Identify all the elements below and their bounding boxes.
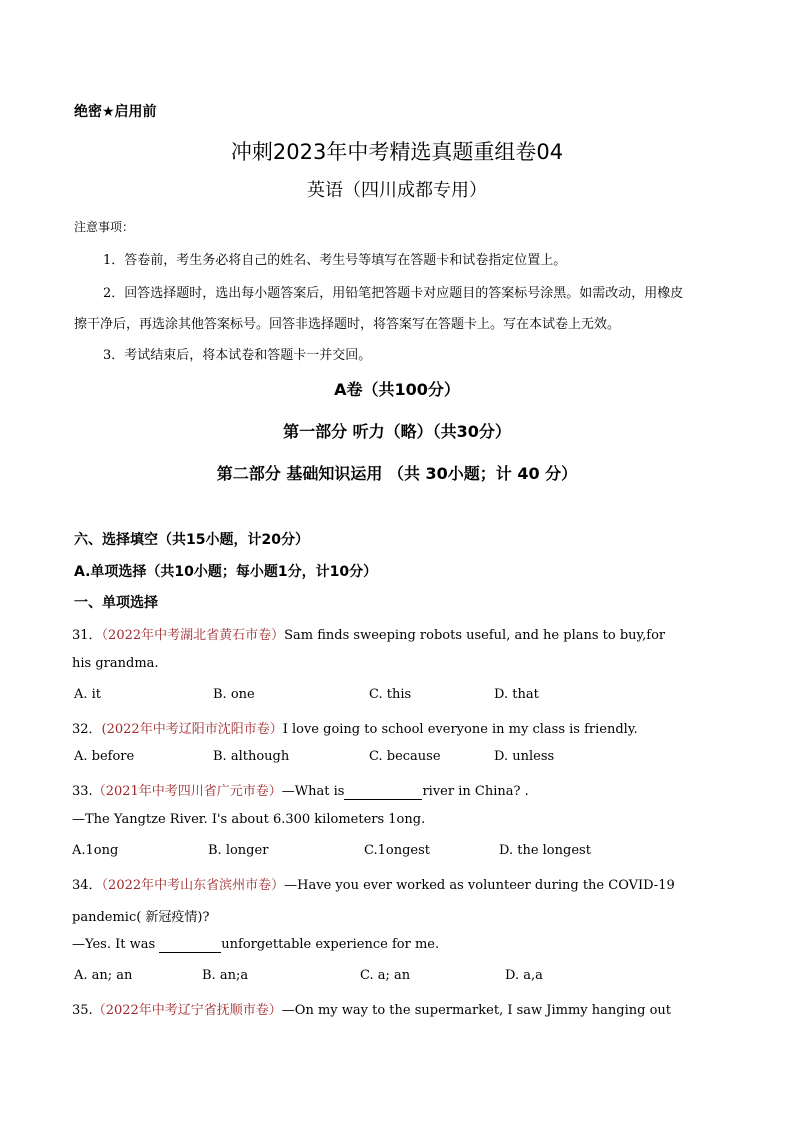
- question-35: [72, 999, 671, 1018]
- question-32: [72, 718, 638, 737]
- option-d: D. the longest: [499, 843, 591, 858]
- option-a: A. it: [74, 687, 102, 702]
- reply-text: —Yes. It was: [72, 937, 160, 952]
- question-text: —What is: [281, 784, 345, 799]
- option-b: B. an;a: [202, 968, 249, 983]
- option-b: B. longer: [208, 843, 269, 858]
- question-text-end: river in China? .: [422, 784, 529, 799]
- page-title: 冲刺2023年中考精选真题重组卷04: [230, 140, 564, 164]
- question-number: 34．: [72, 878, 102, 893]
- option-d: D. that: [494, 687, 539, 702]
- option-c: C. because: [369, 749, 441, 764]
- part-one-heading: 第一部分 听力（略）（共30分）: [283, 422, 511, 441]
- question-number: 31．: [72, 628, 102, 643]
- answer-blank: [344, 784, 422, 800]
- question-number: 35.: [72, 1003, 93, 1018]
- question-text: —On my way to the supermarket, I saw Jimmy hanging out: [281, 1003, 672, 1018]
- section-six-heading: 六、选择填空（共15小题，计20分）: [74, 532, 309, 548]
- question-34: [72, 874, 675, 893]
- question-source: （2022年中考湖北省黄石市卷）: [101, 628, 285, 643]
- question-source: （2022年中考山东省滨州市卷）: [101, 878, 285, 893]
- section-one-heading: 一、单项选择: [74, 595, 158, 611]
- option-b: B. one: [213, 687, 255, 702]
- option-d: D. a,a: [505, 968, 543, 983]
- part-two-heading: 第二部分 基础知识运用 （共 30小题；计 40 分）: [216, 464, 578, 483]
- note-item-1: 1．答卷前，考生务必将自己的姓名、考生号等填写在答题卡和试卷指定位置上。: [103, 253, 567, 268]
- page-subtitle: 英语（四川成都专用）: [307, 180, 487, 201]
- question-number: 33.: [72, 784, 93, 799]
- answer-blank: [159, 937, 221, 953]
- question-text: Sam finds sweeping robots useful, and he plans to buy,for: [284, 628, 666, 643]
- notes-heading: 注意事项：: [74, 220, 135, 234]
- question-text: I love going to school everyone in my class is friendly.: [282, 722, 638, 737]
- option-a: A. before: [74, 749, 135, 764]
- option-d: D. unless: [494, 749, 555, 764]
- note-item-2-continued: 擦干净后，再选涂其他答案标号。回答非选择题时，将答案写在答题卡上。写在本试卷上无效。: [74, 317, 621, 332]
- reply-text-end: unforgettable experience for me.: [221, 937, 440, 952]
- question-source: （2021年中考四川省广元市卷）: [92, 784, 282, 799]
- option-b: B. although: [213, 749, 290, 764]
- option-a: A. an; an: [74, 968, 133, 983]
- question-34-reply: [72, 937, 439, 953]
- paper-a-heading: A卷（共100分）: [334, 380, 460, 399]
- question-31: [72, 624, 665, 643]
- question-33: [72, 780, 529, 800]
- question-34-continued: pandemic( 新冠疫情)?: [72, 910, 210, 925]
- note-item-2: 2．回答选择题时，选出每小题答案后，用铅笔把答题卡对应题目的答案标号涂黑。如需改动，用橡皮: [103, 286, 684, 301]
- question-source: （2022年中考辽宁省抚顺市卷）: [92, 1003, 282, 1018]
- confidential-label: 绝密★启用前: [74, 104, 157, 120]
- question-33-continued: —The Yangtze River. I's about 6.300 kilometers 1ong.: [72, 812, 426, 827]
- question-31-continued: his grandma.: [72, 656, 159, 671]
- option-c: C.1ongest: [364, 843, 430, 858]
- note-item-3: 3．考试结束后，将本试卷和答题卡一并交回。: [103, 348, 372, 363]
- option-a: A.1ong: [72, 843, 119, 858]
- question-source: (2022年中考辽阳市沈阳市卷）: [101, 722, 283, 737]
- option-c: C. this: [369, 687, 412, 702]
- question-text: —Have you ever worked as volunteer during the COVID-19: [284, 878, 675, 893]
- option-c: C. a; an: [360, 968, 411, 983]
- section-a-heading: A.单项选择（共10小题；每小题1分，计10分）: [74, 564, 378, 580]
- question-number: 32．: [72, 722, 102, 737]
